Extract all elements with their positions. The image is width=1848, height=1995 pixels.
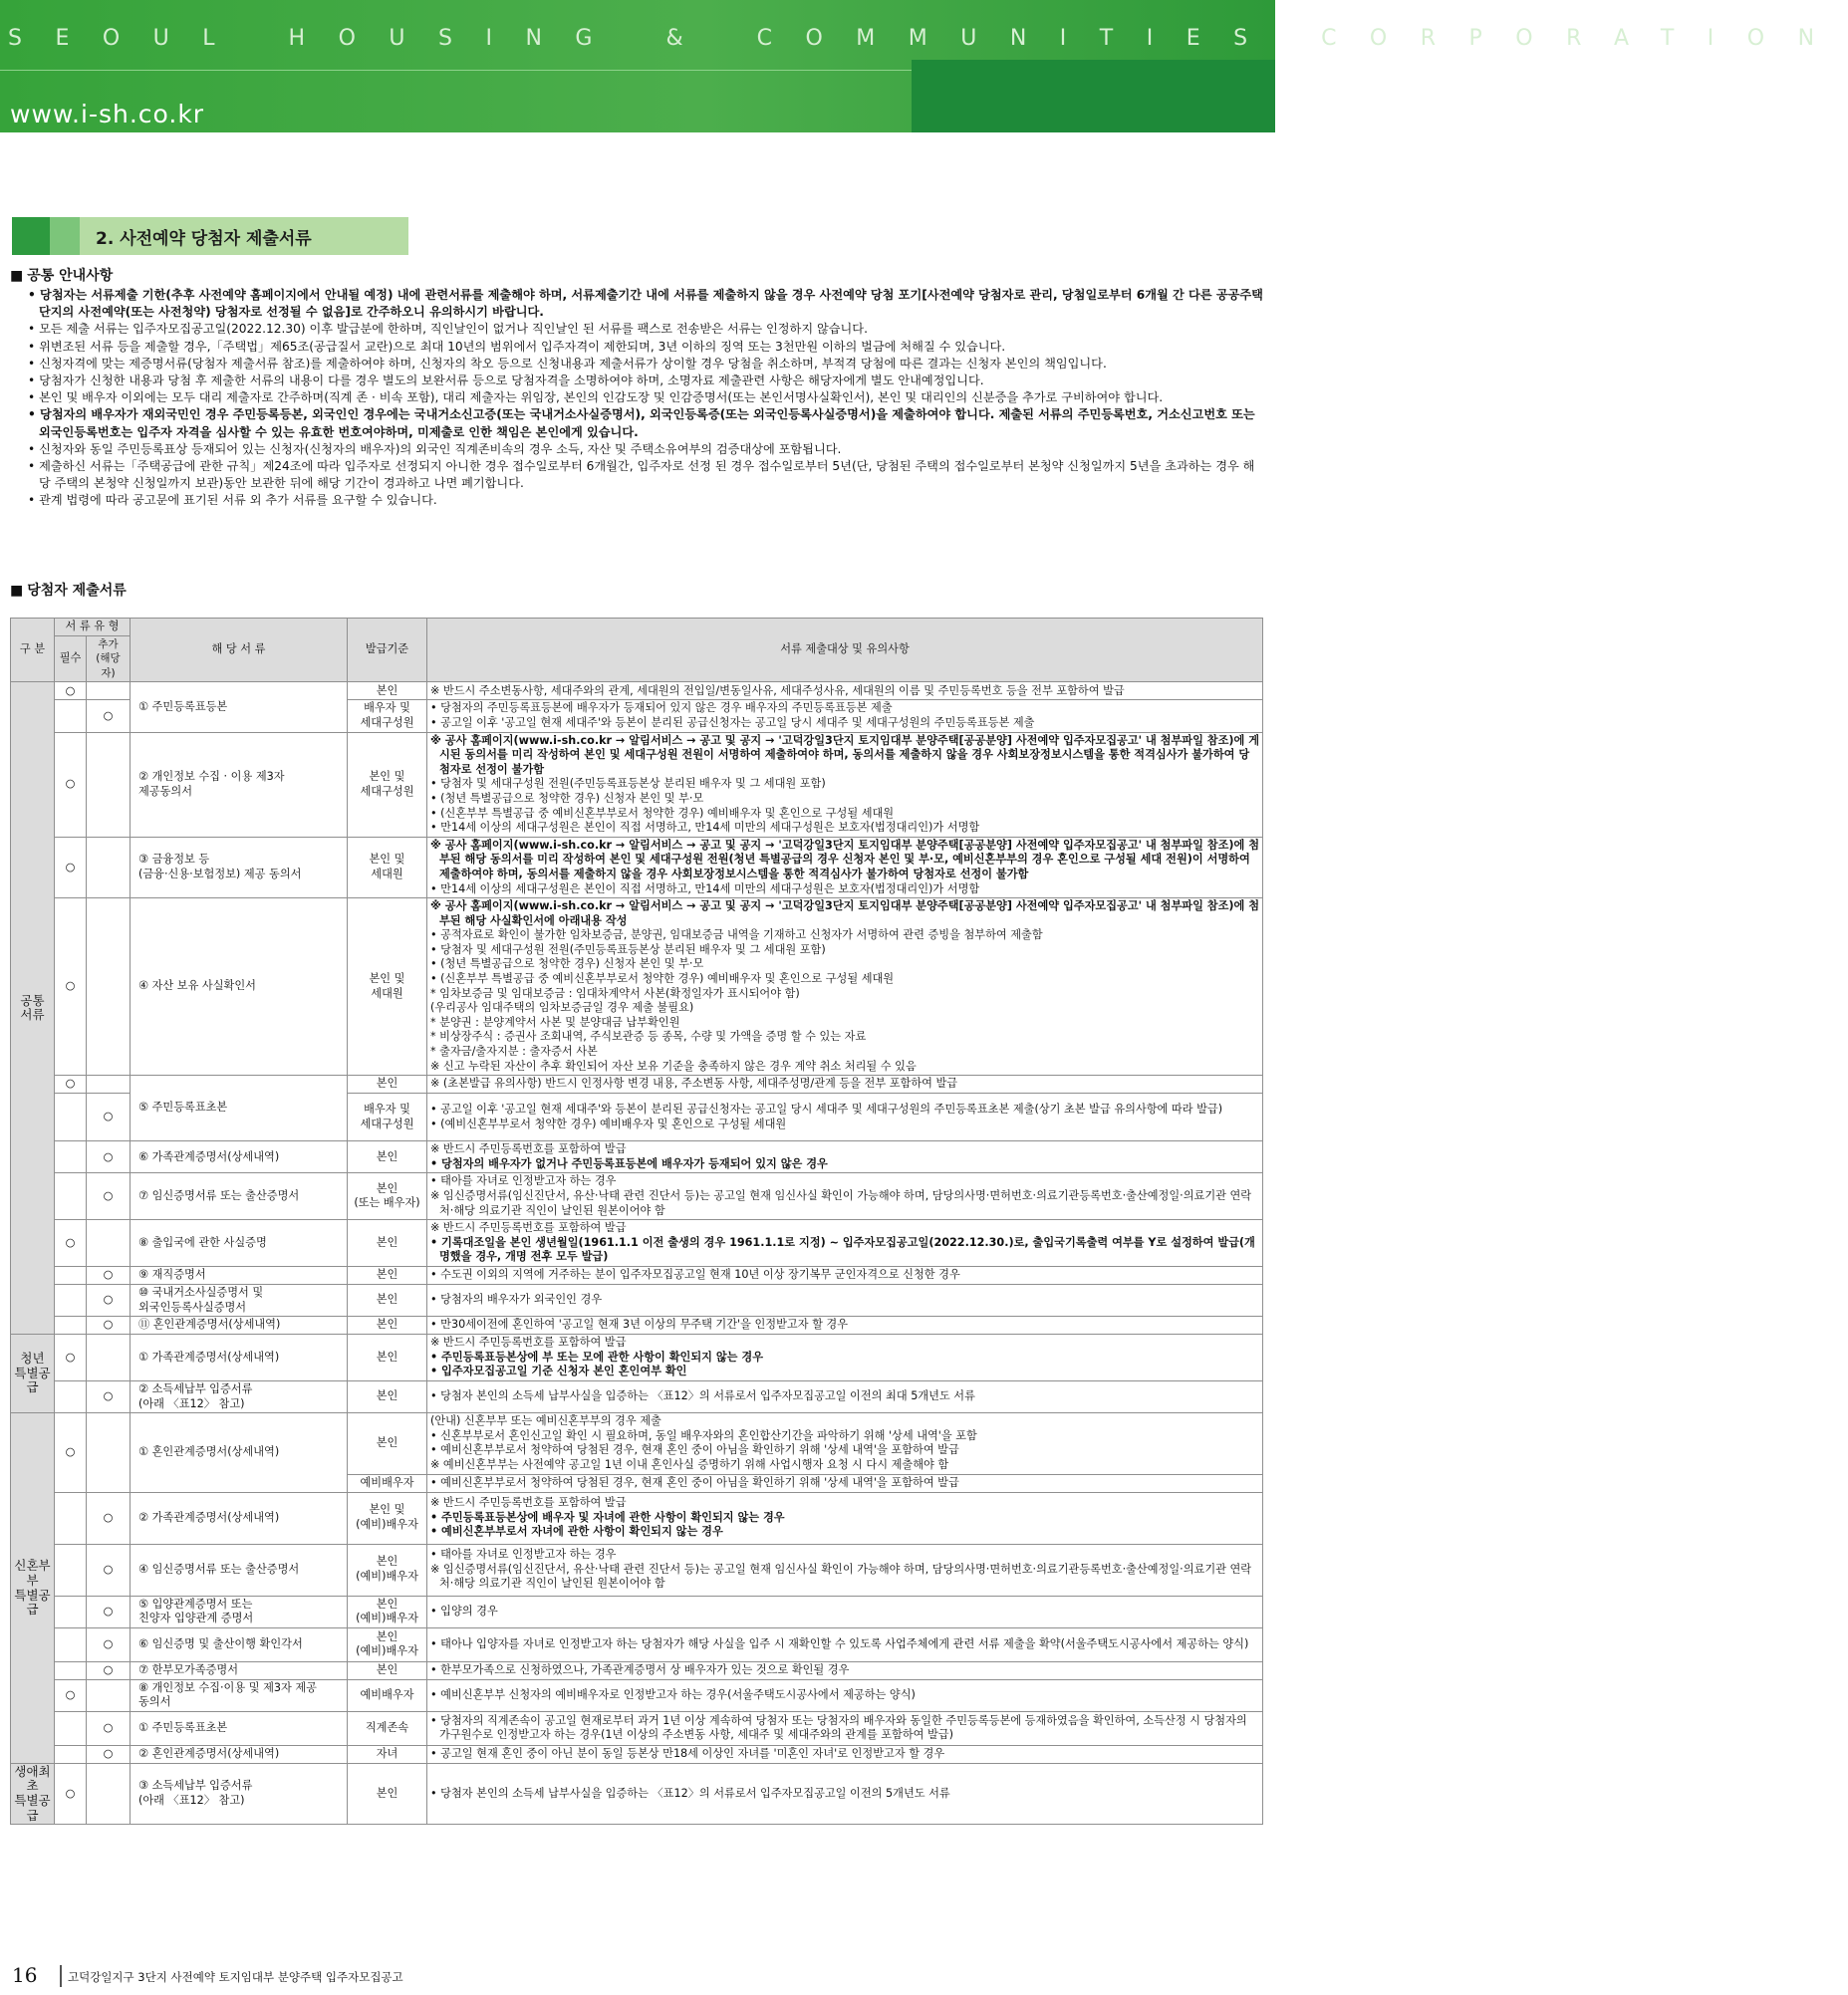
notice-item: • 제출하신 서류는「주택공급에 관한 규칙」제24조에 따라 입주자로 선정되지 아니한 경우 접수일로부터 6개월간, 입주자로 선정 된 경우 접수일로부터 5년(단, 당첨된 주택의 접수일로부터 본청약 신청일까지 5년을 초과하는 경우 해당 주택의 본청약 신청일까지 보관)동안 보관한 뒤에 해당 기간이 경과하고 나면 폐기합니다.: [28, 458, 1263, 492]
document-name: ④ 자산 보유 사실확인서: [131, 898, 348, 1076]
table-row: [11, 1745, 1263, 1763]
footer: [0, 1947, 1275, 1995]
issue-basis: 본인: [348, 1076, 427, 1094]
issue-basis: 본인 (예비)배우자: [348, 1627, 427, 1661]
document-name: ② 가족관계증명서(상세내역): [131, 1492, 348, 1544]
document-name: ⑩ 국내거소사실증명서 및 외국인등록사실증명서: [131, 1284, 348, 1316]
issue-basis: 본인 (또는 배우자): [348, 1173, 427, 1220]
note-line: • 당첨자의 배우자가 없거나 주민등록표등본에 배우자가 등재되어 있지 않은 경우: [430, 1156, 828, 1170]
document-name: ⑦ 임신증명서류 또는 출산증명서: [131, 1173, 348, 1220]
notes-cell: [427, 1284, 1263, 1316]
notes-cell: [427, 837, 1263, 897]
note-line: • 공적자료로 확인이 불가한 임차보증금, 분양권, 임대보증금 내역을 기재하고 신청자가 서명하여 관련 증빙을 첨부하여 제출함: [430, 928, 1043, 942]
extra-mark: ○: [87, 700, 131, 732]
notes-cell: [427, 1413, 1263, 1474]
required-mark: [55, 1266, 87, 1284]
corp-name: SEOUL HOUSING & COMMUNITIES CORPORATION: [8, 26, 1848, 51]
note-line: * 분양권 : 분양계약서 사본 및 분양대금 납부확인원: [430, 1015, 680, 1029]
issue-basis: 본인: [348, 1141, 427, 1173]
page-number: 16: [12, 1963, 38, 1987]
issue-basis: 본인: [348, 1380, 427, 1412]
note-line: • (청년 특별공급으로 청약한 경우) 신청자 본인 및 부·모: [430, 957, 704, 971]
issue-basis: 본인 및 세대원: [348, 898, 427, 1076]
note-line: * 임차보증금 및 임대보증금 : 임대차계약서 사본(확정일자가 표시되어야 함): [430, 986, 800, 1000]
note-line: • 당첨자의 배우자가 외국인인 경우: [430, 1293, 603, 1307]
extra-mark: ○: [87, 1266, 131, 1284]
note-line: • 입양의 경우: [430, 1604, 498, 1618]
note-line: ※ 반드시 주민등록번호를 포함하여 발급: [430, 1221, 627, 1235]
table-row: [11, 1141, 1263, 1173]
docs-heading: ■ 당첨자 제출서류: [10, 580, 127, 600]
issue-basis: 직계존속: [348, 1711, 427, 1745]
document-name: ⑦ 한부모가족증명서: [131, 1661, 348, 1679]
col-type: 서 류 유 형: [55, 619, 131, 636]
issue-basis: 배우자 및 세대구성원: [348, 1094, 427, 1141]
required-mark: ○: [55, 1763, 87, 1824]
extra-mark: ○: [87, 1380, 131, 1412]
table-row: [11, 898, 1263, 1076]
title-deco-1: [12, 217, 50, 255]
document-name: ② 혼인관계증명서(상세내역): [131, 1745, 348, 1763]
note-line: • 주민등록표등본상에 배우자 및 자녀에 관한 사항이 확인되지 않는 경우: [430, 1510, 785, 1524]
notes-cell: [427, 1335, 1263, 1381]
notes-cell: [427, 700, 1263, 732]
extra-mark: ○: [87, 1284, 131, 1316]
issue-basis: 본인 및 세대원: [348, 837, 427, 897]
issue-basis: 예비배우자: [348, 1679, 427, 1711]
note-line: • 당첨자의 주민등록표등본에 배우자가 등재되어 있지 않은 경우 배우자의 주민등록표등본 제출: [430, 701, 893, 715]
notice-item: • 신청자와 동일 주민등록표상 등재되어 있는 신청자(신청자의 배우자)의 외국인 직계존비속의 경우 소득, 자산 및 주택소유여부의 검증대상에 포함됩니다.: [28, 441, 1263, 458]
issue-basis: 본인 및 (예비)배우자: [348, 1492, 427, 1544]
required-mark: [55, 1094, 87, 1141]
issue-basis: 본인: [348, 1317, 427, 1335]
issue-basis: 본인: [348, 1266, 427, 1284]
required-mark: ○: [55, 1679, 87, 1711]
issue-basis: 본인 및 세대구성원: [348, 732, 427, 837]
table-row: [11, 1317, 1263, 1335]
extra-mark: ○: [87, 1094, 131, 1141]
document-name: ③ 금융정보 등 (금융·신용·보험정보) 제공 동의서: [131, 837, 348, 897]
notes-cell: [427, 1380, 1263, 1412]
document-name: ① 가족관계증명서(상세내역): [131, 1335, 348, 1381]
notes-cell: [427, 1711, 1263, 1745]
extra-mark: ○: [87, 1627, 131, 1661]
required-mark: [55, 1317, 87, 1335]
document-name: ③ 소득세납부 입증서류 (아래 〈표12〉 참고): [131, 1763, 348, 1824]
document-name: ⑥ 임신증명 및 출산이행 확인각서: [131, 1627, 348, 1661]
document-name: ② 개인정보 수집 · 이용 제3자 제공동의서: [131, 732, 348, 837]
note-line: * 비상장주식 : 증권사 조회내역, 주식보관증 등 종목, 수량 및 가액을 증명 할 수 있는 자료: [430, 1030, 867, 1044]
extra-mark: ○: [87, 1492, 131, 1544]
note-line: • 태아를 자녀로 인정받고자 하는 경우: [430, 1174, 617, 1188]
note-line: • 예비신혼부부로서 청약하여 당첨된 경우, 현재 혼인 중이 아님을 확인하기 위해 '상세 내역'을 포함하여 발급: [430, 1475, 959, 1489]
table-row: [11, 1173, 1263, 1220]
note-line: • 공고일 이후 '공고일 현재 세대주'와 등본이 분리된 공급신청자는 공고일 당시 세대주 및 세대구성원의 주민등록표등본 제출: [430, 715, 1035, 729]
extra-mark: ○: [87, 1544, 131, 1596]
notes-cell: [427, 1679, 1263, 1711]
required-mark: ○: [55, 837, 87, 897]
notes-cell: [427, 1474, 1263, 1492]
footer-label: 고덕강일지구 3단지 사전예약 토지임대부 분양주택 입주자모집공고: [68, 1970, 403, 1984]
note-line: ※ 공사 홈페이지(www.i-sh.co.kr → 알림서비스 → 공고 및 공지 → '고덕강일3단지 토지임대부 분양주택[공공분양] 사전예약 입주자모집공고' 내 첨부파일 참조)에 첨부된 해당 사실확인서에 아래내용 작성: [430, 899, 1260, 927]
notes-cell: [427, 1317, 1263, 1335]
table-row: [11, 1679, 1263, 1711]
notes-cell: [427, 682, 1263, 700]
notice-item: • 당첨자가 신청한 내용과 당첨 후 제출한 서류의 내용이 다를 경우 별도의 보완서류 등으로 당첨자격을 소명하여야 하며, 소명자료 제출관련 사항은 해당자에게 별도 안내예정입니다.: [28, 373, 1263, 389]
col-required: 필수: [55, 635, 87, 682]
notice-item: • 관계 법령에 따라 공고문에 표기된 서류 외 추가 서류를 요구할 수 있습니다.: [28, 492, 1263, 509]
extra-mark: [87, 1335, 131, 1381]
note-line: ※ (초본발급 유의사항) 반드시 인정사항 변경 내용, 주소변동 사항, 세대주성명/관계 등을 전부 포함하여 발급: [430, 1077, 958, 1091]
note-line: • 태아나 입양자를 자녀로 인정받고자 하는 당첨자가 해당 사실을 입주 시 재확인할 수 있도록 사업주체에게 관련 서류 제출을 확약(서울주택도시공사에서 제공하는 양식): [430, 1636, 1249, 1650]
header-accent-block: [912, 60, 1275, 132]
table-row: [11, 1492, 1263, 1544]
col-agency: 발급기준: [348, 619, 427, 682]
note-line: • 예비신혼부부로서 청약하여 당첨된 경우, 현재 혼인 중이 아님을 확인하기 위해 '상세 내역'을 포함하여 발급: [430, 1443, 959, 1457]
required-mark: [55, 1284, 87, 1316]
table-row: [11, 1076, 1263, 1094]
note-line: • (예비신혼부부로서 청약한 경우) 예비배우자 및 혼인으로 구성될 세대원: [430, 1117, 787, 1130]
document-name: ④ 임신증명서류 또는 출산증명서: [131, 1544, 348, 1596]
notice-item: • 모든 제출 서류는 입주자모집공고일(2022.12.30) 이후 발급분에 한하며, 직인날인이 없거나 직인날인 된 서류를 팩스로 전송받은 서류는 인정하지 않습니다.: [28, 321, 1263, 338]
issue-basis: 본인 (예비)배우자: [348, 1596, 427, 1627]
extra-mark: [87, 1679, 131, 1711]
note-line: * 출자금/출자지분 : 출자증서 사본: [430, 1045, 598, 1059]
required-mark: [55, 1141, 87, 1173]
notes-cell: [427, 1076, 1263, 1094]
issue-basis: 배우자 및 세대구성원: [348, 700, 427, 732]
note-line: (우리공사 임대주택의 임차보증금일 경우 제출 불필요): [430, 1001, 694, 1015]
required-mark: [55, 1596, 87, 1627]
notes-cell: [427, 1173, 1263, 1220]
col-extra: 추가 (해당자): [87, 635, 131, 682]
note-line: • (신혼부부 특별공급 중 예비신혼부부로서 청약한 경우) 예비배우자 및 혼인으로 구성될 세대원: [430, 972, 895, 986]
notes-cell: [427, 898, 1263, 1076]
issue-basis: 본인: [348, 1284, 427, 1316]
notes-cell: [427, 1745, 1263, 1763]
note-line: • 한부모가족으로 신청하였으나, 가족관계증명서 상 배우자가 있는 것으로 확인될 경우: [430, 1662, 850, 1676]
required-mark: ○: [55, 1076, 87, 1094]
required-mark: [55, 1711, 87, 1745]
table-row: [11, 837, 1263, 897]
document-name: ⑪ 혼인관계증명서(상세내역): [131, 1317, 348, 1335]
document-name: ⑤ 입양관계증명서 또는 친양자 입양관계 증명서: [131, 1596, 348, 1627]
note-line: ※ 신고 누락된 자산이 추후 확인되어 자산 보유 기준을 충족하지 않은 경우 계약 취소 처리될 수 있음: [430, 1059, 917, 1073]
notes-cell: [427, 732, 1263, 837]
table-row: [11, 682, 1263, 700]
required-mark: [55, 1492, 87, 1544]
notes-cell: [427, 1544, 1263, 1596]
required-mark: ○: [55, 1335, 87, 1381]
note-line: ※ 예비신혼부부는 사전예약 공고일 1년 이내 혼인사실 증명하기 위해 사업시행자 요청 시 다시 제출해야 함: [430, 1457, 949, 1471]
required-mark: [55, 1661, 87, 1679]
note-line: • 입주자모집공고일 기준 신청자 본인 혼인여부 확인: [430, 1365, 687, 1378]
note-line: ※ 임신증명서류(임신진단서, 유산·낙태 관련 진단서 등)는 공고일 현재 임신사실 확인이 가능해야 하며, 담당의사명·면허번호·의료기관등록번호·출산예정일·의료기관 연락처·해당 의료기관 직인이 날인된 원본이어야 함: [430, 1562, 1252, 1591]
issue-basis: 자녀: [348, 1745, 427, 1763]
required-mark: ○: [55, 732, 87, 837]
note-line: • 당첨자의 직계존속이 공고일 현재로부터 과거 1년 이상 계속하여 당첨자 또는 당첨자의 배우자와 동일한 주민등록등본에 등재하였음을 확인하여, 소득산정 시 당첨자의 가구원수로 인정받고자 하는 경우(1년 이상의 주소변동 사항, 세대주 및 세대주와의 관계를 포함하여 발급): [430, 1713, 1247, 1742]
documents-table: [10, 618, 1263, 1825]
table-row: [11, 1266, 1263, 1284]
note-line: • 당첨자 및 세대구성원 전원(주민등록표등본상 분리된 배우자 및 그 세대원 포함): [430, 777, 826, 791]
required-mark: [55, 1627, 87, 1661]
extra-mark: [87, 837, 131, 897]
document-name: ⑥ 가족관계증명서(상세내역): [131, 1141, 348, 1173]
note-line: ※ 공사 홈페이지(www.i-sh.co.kr → 알림서비스 → 공고 및 공지 → '고덕강일3단지 토지임대부 분양주택[공공분양] 사전예약 입주자모집공고' 내 첨부파일 참조)에 첨부된 해당 동의서를 미리 작성하여 본인 및 세대구성원 전원(청년 특별공급의 경우 신청자 본인 및 부·모, 예비신혼부부의 경우 혼인으로 구성될 세대 전원)이 서명하여 제출하여야 하며, 동의서를 제출하지 않을 경우 사회보장정보시스템을 통한 적격심사가 불가하여 당첨자로 선정이 불가함: [430, 838, 1260, 880]
notes-cell: [427, 1596, 1263, 1627]
extra-mark: ○: [87, 1141, 131, 1173]
extra-mark: ○: [87, 1661, 131, 1679]
notice-item: • 위변조된 서류 등을 제출할 경우,「주택법」제65조(공급질서 교란)으로 최대 10년의 범위에서 입주자격이 제한되며, 3년 이하의 징역 또는 3천만원 이하의 벌금에 처해질 수 있습니다.: [28, 339, 1263, 356]
notes-cell: [427, 1141, 1263, 1173]
extra-mark: [87, 1076, 131, 1094]
notes-cell: [427, 1492, 1263, 1544]
extra-mark: [87, 1413, 131, 1492]
issue-basis: 본인: [348, 1763, 427, 1824]
col-notes: 서류 제출대상 및 유의사항: [427, 619, 1263, 682]
note-line: • 예비신혼부부 신청자의 예비배우자로 인정받고자 하는 경우(서울주택도시공사에서 제공하는 양식): [430, 1687, 916, 1701]
category-cell: 신혼부부 특별공급: [11, 1413, 55, 1764]
note-line: • 당첨자 및 세대구성원 전원(주민등록표등본상 분리된 배우자 및 그 세대원 포함): [430, 942, 826, 956]
notice-heading: ■ 공통 안내사항: [10, 265, 113, 285]
issue-basis: 본인 (예비)배우자: [348, 1544, 427, 1596]
required-mark: [55, 1380, 87, 1412]
table-row: [11, 1413, 1263, 1474]
note-line: • (청년 특별공급으로 청약한 경우) 신청자 본인 및 부·모: [430, 791, 704, 805]
extra-mark: ○: [87, 1711, 131, 1745]
document-name: ⑧ 출입국에 관한 사실증명: [131, 1220, 348, 1267]
table-body: [11, 682, 1263, 1825]
note-line: ※ 반드시 주민등록번호를 포함하여 발급: [430, 1336, 627, 1350]
category-cell: 청년 특별공급: [11, 1335, 55, 1413]
notice-item: • 본인 및 배우자 이외에는 모두 대리 제출자로 간주하며(직계 존 · 비속 포함), 대리 제출자는 위임장, 본인의 인감도장 및 인감증명서(또는 본인서명사실확인서), 본인 및 대리인의 신분증을 추가로 구비하여야 합니다.: [28, 389, 1263, 406]
col-gubun: 구 분: [11, 619, 55, 682]
table-row: [11, 1661, 1263, 1679]
issue-basis: 본인: [348, 1661, 427, 1679]
note-line: • 기록대조일을 본인 생년월일(1961.1.1 이전 출생의 경우 1961.1.1로 지정) ~ 입주자모집공고일(2022.12.30.)로, 출입국기록출력 여부를 Y로 설정하여 발급(개명했을 경우, 개명 전후 모두 발급): [430, 1235, 1255, 1264]
note-line: • 주민등록표등본상에 부 또는 모에 관한 사항이 확인되지 않는 경우: [430, 1350, 763, 1364]
document-name: ① 주민등록표등본: [131, 682, 348, 732]
notes-cell: [427, 1661, 1263, 1679]
section-title: [12, 217, 408, 255]
table-row: [11, 1220, 1263, 1267]
extra-mark: ○: [87, 1745, 131, 1763]
title-deco-2: [50, 217, 80, 255]
table-row: [11, 1763, 1263, 1824]
document-name: ① 혼인관계증명서(상세내역): [131, 1413, 348, 1492]
extra-mark: [87, 898, 131, 1076]
header-banner: [0, 0, 1848, 132]
notice-item: • 당첨자는 서류제출 기한(추후 사전예약 홈페이지에서 안내될 예정) 내에 관련서류를 제출해야 하며, 서류제출기간 내에 서류를 제출하지 않을 경우 사전예약 당첨 포기[사전예약 당첨자로 관리, 당첨일로부터 6개월 간 다른 공공주택단지의 사전예약(또는 사전청약) 당첨자로 선정될 수 없음]로 간주하오니 유의하시기 바랍니다.: [28, 287, 1263, 321]
required-mark: [55, 1745, 87, 1763]
note-line: • 수도권 이외의 지역에 거주하는 분이 입주자모집공고일 현재 10년 이상 장기복무 군인자격으로 신청한 경우: [430, 1268, 960, 1282]
document-name: ① 주민등록표초본: [131, 1711, 348, 1745]
note-line: (안내) 신혼부부 또는 예비신혼부부의 경우 제출: [430, 1414, 661, 1428]
note-line: • 예비신혼부부로서 자녀에 관한 사항이 확인되지 않는 경우: [430, 1525, 723, 1539]
note-line: • 신혼부부로서 혼인신고일 확인 시 필요하며, 동일 배우자와의 혼인합산기간을 파악하기 위해 '상세 내역'을 포함: [430, 1428, 977, 1442]
note-line: • 만30세이전에 혼인하여 '공고일 현재 3년 이상의 무주택 기간'을 인정받고자 할 경우: [430, 1318, 849, 1332]
table-row: [11, 1544, 1263, 1596]
note-line: • 만14세 이상의 세대구성원은 본인이 직접 서명하고, 만14세 미만의 세대구성원은 보호자(법정대리인)가 서명함: [430, 821, 980, 835]
required-mark: ○: [55, 1220, 87, 1267]
document-name: ② 소득세납부 입증서류 (아래 〈표12〉 참고): [131, 1380, 348, 1412]
note-line: ※ 반드시 주민등록번호를 포함하여 발급: [430, 1496, 627, 1510]
extra-mark: ○: [87, 1173, 131, 1220]
notes-cell: [427, 1094, 1263, 1141]
category-cell: 공통 서류: [11, 682, 55, 1335]
issue-basis: 본인: [348, 682, 427, 700]
notice-item: • 신청자격에 맞는 제증명서류(당첨자 제출서류 참조)를 제출하여야 하며, 신청자의 착오 등으로 신청내용과 제출서류가 상이할 경우 당첨을 취소하며, 부적격 당첨에 따른 결과는 신청자 본인의 책임입니다.: [28, 356, 1263, 373]
note-line: • 만14세 이상의 세대구성원은 본인이 직접 서명하고, 만14세 미만의 세대구성원은 보호자(법정대리인)가 서명함: [430, 881, 980, 895]
col-docs: 해 당 서 류: [131, 619, 348, 682]
extra-mark: ○: [87, 1596, 131, 1627]
document-name: ⑧ 개인정보 수집·이용 및 제3자 제공 동의서: [131, 1679, 348, 1711]
note-line: • 당첨자 본인의 소득세 납부사실을 입증하는 〈표12〉의 서류로서 입주자모집공고일 이전의 5개년도 서류: [430, 1786, 950, 1800]
required-mark: [55, 700, 87, 732]
table-row: [11, 1335, 1263, 1381]
note-line: ※ 반드시 주소변동사항, 세대주와의 관계, 세대원의 전입일/변동일사유, 세대주성사유, 세대원의 이름 및 주민등록번호 등을 전부 포함하여 발급: [430, 683, 1125, 697]
notes-cell: [427, 1266, 1263, 1284]
section-title-text: 2. 사전예약 당첨자 제출서류: [80, 217, 408, 255]
extra-mark: [87, 1763, 131, 1824]
notice-item: • 당첨자의 배우자가 재외국민인 경우 주민등록등본, 외국인인 경우에는 국내거소신고증(또는 국내거소사실증명서), 외국인등록증(또는 외국인등록사실증명서)을 제출하여야 합니다. 제출된 서류의 주민등록번호, 거소신고번호 또는 외국인등록번호는 입주자 자격을 심사할 수 있는 유효한 번호여야하며, 미제출로 인한 책임은 본인에게 있습니다.: [28, 406, 1263, 440]
required-mark: [55, 1173, 87, 1220]
note-line: ※ 반드시 주민등록번호를 포함하여 발급: [430, 1142, 627, 1156]
issue-basis: 본인: [348, 1220, 427, 1267]
table-row: [11, 1380, 1263, 1412]
required-mark: ○: [55, 1413, 87, 1492]
notes-cell: [427, 1627, 1263, 1661]
table-row: [11, 1627, 1263, 1661]
required-mark: [55, 1544, 87, 1596]
document-name: ⑤ 주민등록표초본: [131, 1076, 348, 1141]
footer-divider: [60, 1965, 62, 1987]
table-row: [11, 1284, 1263, 1316]
extra-mark: [87, 1220, 131, 1267]
notice-list: [28, 287, 1263, 510]
note-line: • 공고일 현재 혼인 중이 아닌 분이 동일 등본상 만18세 이상인 자녀를 '미혼인 자녀'로 인정받고자 할 경우: [430, 1747, 945, 1761]
issue-basis: 본인: [348, 1335, 427, 1381]
note-line: • (신혼부부 특별공급 중 예비신혼부부로서 청약한 경우) 예비배우자 및 혼인으로 구성될 세대원: [430, 806, 895, 820]
note-line: • 태아를 자녀로 인정받고자 하는 경우: [430, 1548, 617, 1562]
notes-cell: [427, 1220, 1263, 1267]
required-mark: ○: [55, 898, 87, 1076]
document-name: ⑨ 재직증명서: [131, 1266, 348, 1284]
issue-basis: 예비배우자: [348, 1474, 427, 1492]
note-line: ※ 공사 홈페이지(www.i-sh.co.kr → 알림서비스 → 공고 및 공지 → '고덕강일3단지 토지임대부 분양주택[공공분양] 사전예약 입주자모집공고' 내 첨부파일 참조)에 게시된 동의서를 미리 작성하여 본인 및 세대구성원 전원이 서명하여 제출하여야 하며, 동의서를 제출하지 않을 경우 사회보장정보시스템을 통한 적격심사가 불가하여 당첨자로 선정이 불가함: [430, 733, 1260, 776]
note-line: ※ 임신증명서류(임신진단서, 유산·낙태 관련 진단서 등)는 공고일 현재 임신사실 확인이 가능해야 하며, 담당의사명·면허번호·의료기관등록번호·출산예정일·의료기관 연락처·해당 의료기관 직인이 날인된 원본이어야 함: [430, 1189, 1252, 1217]
extra-mark: [87, 732, 131, 837]
required-mark: ○: [55, 682, 87, 700]
extra-mark: ○: [87, 1317, 131, 1335]
site-url[interactable]: www.i-sh.co.kr: [10, 100, 205, 128]
table-row: [11, 1711, 1263, 1745]
extra-mark: [87, 682, 131, 700]
note-line: • 당첨자 본인의 소득세 납부사실을 입증하는 〈표12〉의 서류로서 입주자모집공고일 이전의 최대 5개년도 서류: [430, 1389, 975, 1403]
category-cell: 생애최초 특별공급: [11, 1763, 55, 1824]
issue-basis: 본인: [348, 1413, 427, 1474]
table-row: [11, 732, 1263, 837]
notes-cell: [427, 1763, 1263, 1824]
table-row: [11, 1596, 1263, 1627]
note-line: • 공고일 이후 '공고일 현재 세대주'와 등본이 분리된 공급신청자는 공고일 당시 세대주 및 세대구성원의 주민등록표초본 제출(상기 초본 발급 유의사항에 따라 발급): [430, 1103, 1223, 1117]
